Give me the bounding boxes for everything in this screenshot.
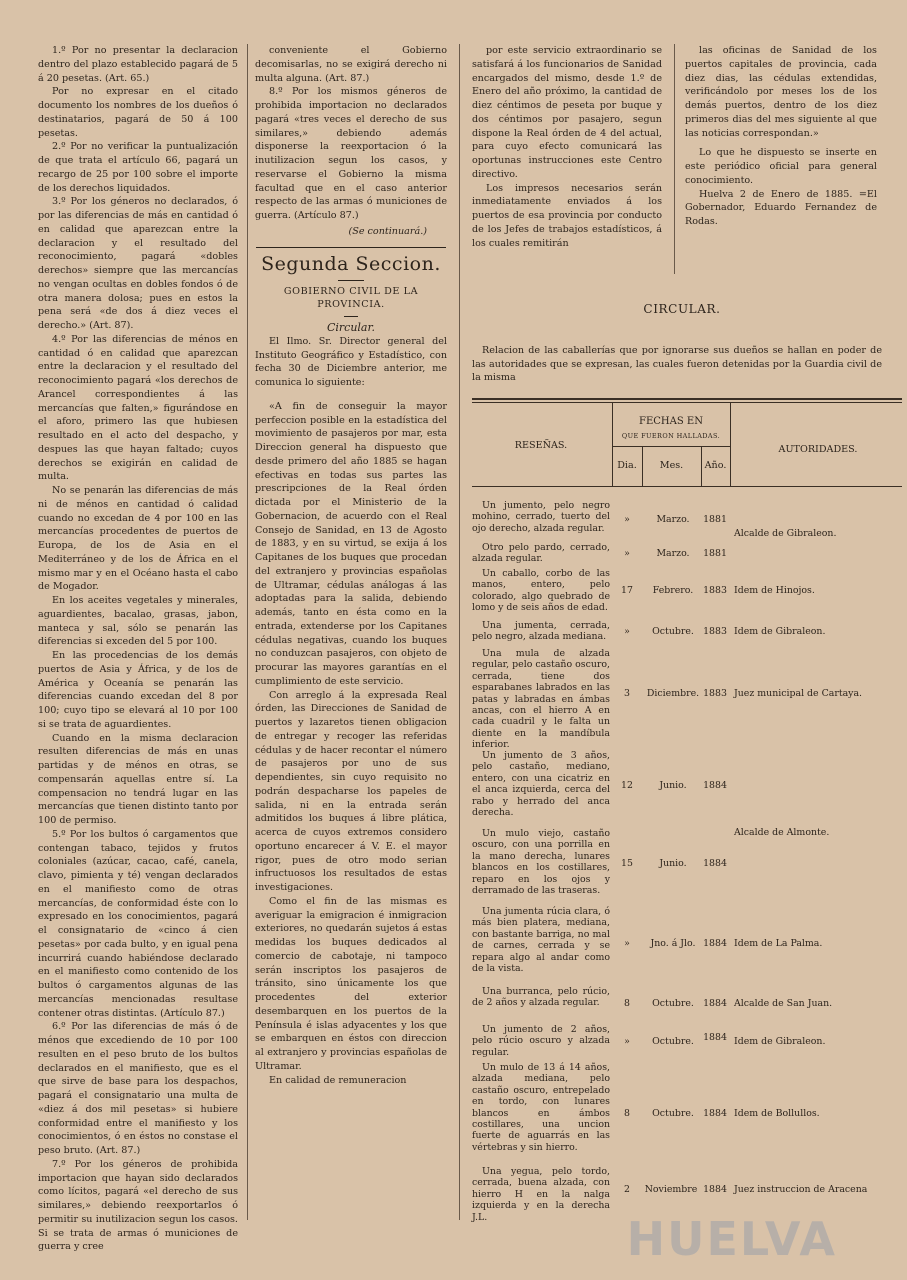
ano-cell: 1884 xyxy=(703,1108,727,1119)
resena-cell: Un mulo viejo, castaño oscuro, con una porrilla en la mano derecha, lunares blancos en los costillares, reparo en los ojos y derramado de las traseras. xyxy=(472,828,610,897)
mes-cell: Octubre. xyxy=(652,1036,694,1047)
paragraph: El Ilmo. Sr. Director general del Instituto Geográfico y Estadístico, con fecha 30 de Diciembre anterior, me comunica lo siguiente: xyxy=(255,335,447,388)
dia-cell: » xyxy=(624,938,630,949)
resena-cell: Un jumento de 3 años, pelo castaño, mediano, entero, con una cicatriz en el anca izquierda, cerca del rabo y herrado del anca derecha. xyxy=(472,750,610,819)
header-resenas: RESEÑAS. xyxy=(514,440,568,451)
table-row xyxy=(472,828,902,904)
ano-cell: 1884 xyxy=(703,858,727,869)
resena-cell: Una yegua, pelo tordo, cerrada, buena alzada, con hierro H en la nalga izquierda y en la derecha J.L. xyxy=(472,1166,610,1223)
table-rule xyxy=(472,402,902,403)
paragraph: 5.º Por los bultos ó cargamentos que contengan tabaco, tejidos y frutos coloniales (azúcar, cacao, café, canela, clavo, pimienta y té) vengan declarados en el manifiesto como de otras mercancías, de conformidad éste con lo expresado en los conocimientos, pagará el consignatario de «cinco á cien pesetas» por cada bulto, y en igual pena incurrirá cuando habiéndose declarado en el manifiesto como contenido de los bultos ó cargamentos algunas de las mercancías mencionadas resultase contener otras distintas. (Artículo 87.) xyxy=(38,828,238,1019)
table-row xyxy=(472,1062,902,1164)
paragraph: 6.º Por las diferencias de más ó de ménos que excediendo de 10 por 100 resulten en el peso bruto de los bultos declarados en el manifiesto, que es el que sirve de base para los despachos, pagará el consignatario una multa de «diez á dos mil pesetas» si hubiere conformidad entre el manifiesto y los conocimientos, ó en éstos no constase el peso bruto. (Art. 87.) xyxy=(38,1021,238,1156)
mes-cell: Octubre. xyxy=(652,626,694,637)
header-fechas-sub: QUE FUERON HALLADAS. xyxy=(621,432,721,440)
ano-cell: 1884 xyxy=(703,1184,727,1195)
table-row xyxy=(472,568,902,620)
table-row xyxy=(472,528,902,568)
header-mes: Mes. xyxy=(659,460,684,471)
mes-cell: Diciembre. xyxy=(646,688,700,699)
table-row xyxy=(472,648,902,751)
table-rule xyxy=(612,446,730,447)
table-row xyxy=(472,986,902,1024)
continuara-note: (Se continuará.) xyxy=(348,225,427,237)
mes-cell: Octubre. xyxy=(652,998,694,1009)
header-dia: Dia. xyxy=(617,460,637,471)
paragraph: Cuando en la misma declaracion resulten diferencias de más en unas partidas y de ménos en otras, se compensarán aquellas entre sí. La compensacion no tendrá lugar en las mercancías que tienen distinto tanto por 100 de permiso. xyxy=(38,732,238,826)
autoridad-cell: Idem de Bollullos. xyxy=(734,1108,820,1119)
ano-cell: 1884 xyxy=(703,1032,727,1043)
dia-cell: 8 xyxy=(624,998,630,1009)
resena-cell: Un mulo de 13 á 14 años, alzada mediana, pelo castaño oscuro, entrepelado en tordo, con lunares blancos en ámbos costillares, una uncion fuerte de aguarrás en las vértebras y sin hierro. xyxy=(472,1062,610,1153)
dia-cell: » xyxy=(624,514,630,525)
mes-cell: Febrero. xyxy=(652,585,694,596)
dia-cell: 8 xyxy=(624,1108,630,1119)
dia-cell: » xyxy=(624,626,630,637)
paragraph: En calidad de remuneracion xyxy=(269,1074,407,1086)
paragraph: 3.º Por los géneros no declarados, ó por las diferencias de más en cantidad ó en calidad que aparezcan entre la declaracion y el resultado del reconocimiento, pagará «dobles derechos» siempre que las mercancías no vengan ocultas en dobles fondos ó de otra manera dolosa; pues en estos la pena será «de dos á diez veces el derecho.» (Art. 87). xyxy=(38,196,238,331)
separator xyxy=(256,247,446,248)
paragraph: 1.º Por no presentar la declaracion dentro del plazo establecido pagará de 5 á 20 pesetas. (Art. 65.) xyxy=(38,45,238,84)
table-row xyxy=(472,1024,902,1062)
column-4 xyxy=(685,44,877,274)
resena-cell: Una jumenta, cerrada, pelo negro, alzada mediana. xyxy=(472,620,610,643)
watermark: HUELVA xyxy=(626,1212,837,1266)
autoridad-cell: Alcalde de San Juan. xyxy=(734,998,833,1009)
ano-cell: 1884 xyxy=(703,998,727,1009)
mes-cell: Junio. xyxy=(659,858,687,869)
paragraph: Lo que he dispuesto se inserte en este periódico oficial para general conocimiento. xyxy=(685,147,877,186)
table-rule xyxy=(472,398,902,400)
ano-cell: 1883 xyxy=(703,585,727,596)
resena-cell: Otro pelo pardo, cerrado, alzada regular. xyxy=(472,542,610,565)
dia-cell: » xyxy=(624,548,630,559)
mes-cell: Junio. xyxy=(659,780,687,791)
paragraph: 7.º Por los géneros de prohibida importacion que hayan sido declarados como lícitos, pagará «el derecho de sus similares,» debiendo reexportarlos ó permitir su inutilizacion segun los casos. Si se trata de armas ó municiones de guerra y cree xyxy=(38,1158,238,1253)
table-rule xyxy=(612,402,613,486)
column-divider xyxy=(674,44,675,274)
column-divider xyxy=(459,44,460,1220)
dia-cell: 2 xyxy=(624,1184,630,1195)
resena-cell: Una burranca, pelo rúcio, de 2 años y alzada regular. xyxy=(472,986,610,1009)
autoridad-cell: Juez municipal de Cartaya. xyxy=(734,688,863,699)
dia-cell: 12 xyxy=(621,780,633,791)
column-divider xyxy=(247,44,248,1220)
separator xyxy=(344,316,358,317)
autoridad-cell: Alcalde de Gibraleon. xyxy=(734,528,837,539)
paragraph: por este servicio extraordinario se satisfará á los funcionarios de Sanidad encargados del mismo, desde 1.º de Enero del año próximo, la cantidad de diez céntimos de peseta por buque y dos céntimos por pasajero, segun dispone la Real órden de 4 del actual, para cuyo efecto comunicará las oportunas instrucciones este Centro directivo. xyxy=(472,45,662,180)
paragraph: En los aceites vegetales y minerales, aguardientes, bacalao, grasas, jabon, manteca y sal, sólo se penarán las diferencias si exceden del 5 por 100. xyxy=(38,595,238,648)
relacion-intro xyxy=(472,344,882,385)
resena-cell: Una jumenta rúcia clara, ó más bien platera, mediana, con bastante barriga, no mal de carnes, cerrada y se repara algo al andar como de la vista. xyxy=(472,906,610,975)
resena-cell: Un jumento, pelo negro mohino, cerrado, tuerto del ojo derecho, alzada regular. xyxy=(472,500,610,534)
column-2 xyxy=(255,44,447,1224)
mes-cell: Marzo. xyxy=(656,548,690,559)
ano-cell: 1881 xyxy=(703,514,727,525)
circular-heading: Circular. xyxy=(326,321,376,334)
paragraph: Los impresos necesarios serán inmediatamente enviados á los puertos de esa provincia por conducto de los Jefes de trabajos estadísticos, á los cuales remitirán xyxy=(472,182,662,249)
dia-cell: » xyxy=(624,1036,630,1047)
ano-cell: 1881 xyxy=(703,548,727,559)
header-autoridades: AUTORIDADES. xyxy=(778,444,858,455)
table-rule xyxy=(472,486,902,487)
ano-cell: 1884 xyxy=(703,938,727,949)
paragraph: las oficinas de Sanidad de los puertos capitales de provincia, cada diez dias, las cédulas extendidas, verificándolo por meses los de los demás puertos, dentro de los diez primeros dias del mes siguiente al que las noticias correspondan.» xyxy=(685,45,877,139)
mes-cell: Jno. á Jlo. xyxy=(650,938,696,949)
paragraph: 4.º Por las diferencias de ménos en cantidad ó en calidad que aparezcan entre la declaracion y el resultado del reconocimiento pagará «los derechos de Arancel correspondientes á las mercancías que falten,» figurándose en el aforo, primero las que hubiesen resultado en el acto del despacho, y despues las que hayan faltado; cuyos derechos se exigirán en calidad de multa. xyxy=(38,333,238,483)
paragraph: Por no expresar en el citado documento los nombres de los dueños ó destinatarios, pagará de 50 á 100 pesetas. xyxy=(38,86,238,139)
column-3 xyxy=(472,44,662,276)
resena-cell: Un caballo, corbo de las manos, entero, pelo colorado, algo quebrado de lomo y de seis años de edad. xyxy=(472,568,610,614)
resena-cell: Una mula de alzada regular, pelo castaño oscuro, cerrada, tiene dos esparabanes labrados en las patas y labradas en ámbas ancas, con el hierro A en cada cuadril y le falta un diente en la mandíbula inferior. xyxy=(472,648,610,751)
mes-cell: Noviembre xyxy=(644,1184,698,1195)
autoridad-cell: Idem de Hinojos. xyxy=(734,585,815,596)
paragraph: En las procedencias de los demás puertos de Asia y África, y de los de América y Oceanía se penarán las diferencias cuando excedan del 8 por 100; cuyo tipo se elevará al 10 por 100 si se trata de aguardientes. xyxy=(38,650,238,730)
paragraph: Con arreglo á la expresada Real órden, las Direcciones de Sanidad de puertos y lazaretos tienen obligacion de entregar y recoger las referidas cédulas y de hacer recontar el número de pasajeros por uno de sus dependientes, sin cuyo requisito no podrán despacharse los papeles de salida, ni en la entrada serán admitidos los buques á libre plática, acerca de cuyos extremos considero oportuno encarecer á V. E. el mayor rigor, pues de otro modo serian infructuosos los resultados de estas investigaciones. xyxy=(255,689,447,893)
paragraph: Huelva 2 de Enero de 1885. =El Gobernador, Eduardo Fernandez de Rodas. xyxy=(685,188,877,227)
dia-cell: 15 xyxy=(621,858,633,869)
mes-cell: Marzo. xyxy=(656,514,690,525)
circular-title: CIRCULAR. xyxy=(643,302,721,316)
header-fechas: FECHAS EN xyxy=(639,416,703,427)
section-title: Segunda Seccion. xyxy=(261,252,441,275)
autoridad-cell: Idem de La Palma. xyxy=(734,938,823,949)
header-ano: Año. xyxy=(704,460,727,471)
mes-cell: Octubre. xyxy=(652,1108,694,1119)
paragraph: No se penarán las diferencias de más ni de ménos en cantidad ó calidad cuando no excedan de 4 por 100 en las mercancías procedentes de puertos de Europa, de los de Asia en el Mediterráneo y de los de África en el mismo mar y en el Océano hasta el cabo de Mogador. xyxy=(38,485,238,593)
paragraph: «A fin de conseguir la mayor perfeccion posible en la estadística del movimiento de pasajeros por mar, esta Direccion general ha dispuesto que desde primero del año 1885 se hagan efectivas en todas sus partes las prescripciones de la Real órden dictada por el Ministerio de la Gobernacion, de acuerdo con el Real Consejo de Sanidad, en 13 de Agosto de 1883, y en su virtud, se exija á los Capitanes de los buques que procedan del extranjero y provincias españolas de Ultramar, cédulas análogas á las adoptadas para la salida, debiendo además, tanto en ésta como en la entrada, extenderse por los Capitanes cédulas negativas, cuando los buques no conduzcan pasajeros, con objeto de procurar las mayores garantías en el cumplimiento de este servicio. xyxy=(255,400,447,687)
dia-cell: 17 xyxy=(621,585,633,596)
table-row xyxy=(472,620,902,646)
autoridad-cell: Idem de Gibraleon. xyxy=(734,626,826,637)
paragraph: conveniente el Gobierno decomisarlas, no se exigirá derecho ni multa alguna. (Art. 87.) xyxy=(255,45,447,84)
paragraph: Relacion de las caballerías que por ignorarse sus dueños se hallan en poder de las autoridades que se expresan, las cuales fueron detenidas por la Guardia civil de la misma xyxy=(472,345,882,383)
caballerias-table xyxy=(472,398,902,1223)
table-row xyxy=(472,906,902,984)
autoridad-cell: Idem de Gibraleon. xyxy=(734,1036,826,1047)
separator xyxy=(338,280,364,281)
autoridad-cell: Juez instruccion de Aracena xyxy=(734,1184,868,1195)
ano-cell: 1884 xyxy=(703,780,727,791)
dia-cell: 3 xyxy=(624,688,630,699)
table-rule xyxy=(730,402,731,486)
table-row xyxy=(472,750,902,826)
paragraph: 8.º Por los mismos géneros de prohibida importacion no declarados pagará «tres veces el derecho de sus similares,» debiendo además disponerse la reexportacion ó la inutilizacion segun los casos, y reservarse el Gobierno la misma facultad que en el caso anterior respecto de las armas ó municiones de guerra. (Artículo 87.) xyxy=(255,86,447,221)
autoridad-cell: Alcalde de Almonte. xyxy=(734,827,830,838)
resena-cell: Un jumento de 2 años, pelo rúcio oscuro y alzada regular. xyxy=(472,1024,610,1058)
ano-cell: 1883 xyxy=(703,626,727,637)
table-row xyxy=(472,1166,902,1223)
ano-cell: 1883 xyxy=(703,688,727,699)
paragraph: 2.º Por no verificar la puntualización de que trata el artículo 66, pagará un recargo de 25 por 100 sobre el importe de los derechos liquidados. xyxy=(38,141,238,194)
column-1 xyxy=(38,44,238,1253)
gobierno-heading: GOBIERNO CIVIL DE LA PROVINCIA. xyxy=(283,285,419,311)
paragraph: Como el fin de las mismas es averiguar la emigracion é inmigracion exteriores, no quedarán sujetos á estas medidas los buques dedicados al comercio de cabotaje, ni tampoco serán inscriptos los pasajeros de tránsito, sino únicamente los que procedentes del exterior desembarquen en los puertos de la Península é islas adyacentes y los que se embarquen en éstos con direccion al extranjero y provincias españolas de Ultramar. xyxy=(255,895,447,1072)
